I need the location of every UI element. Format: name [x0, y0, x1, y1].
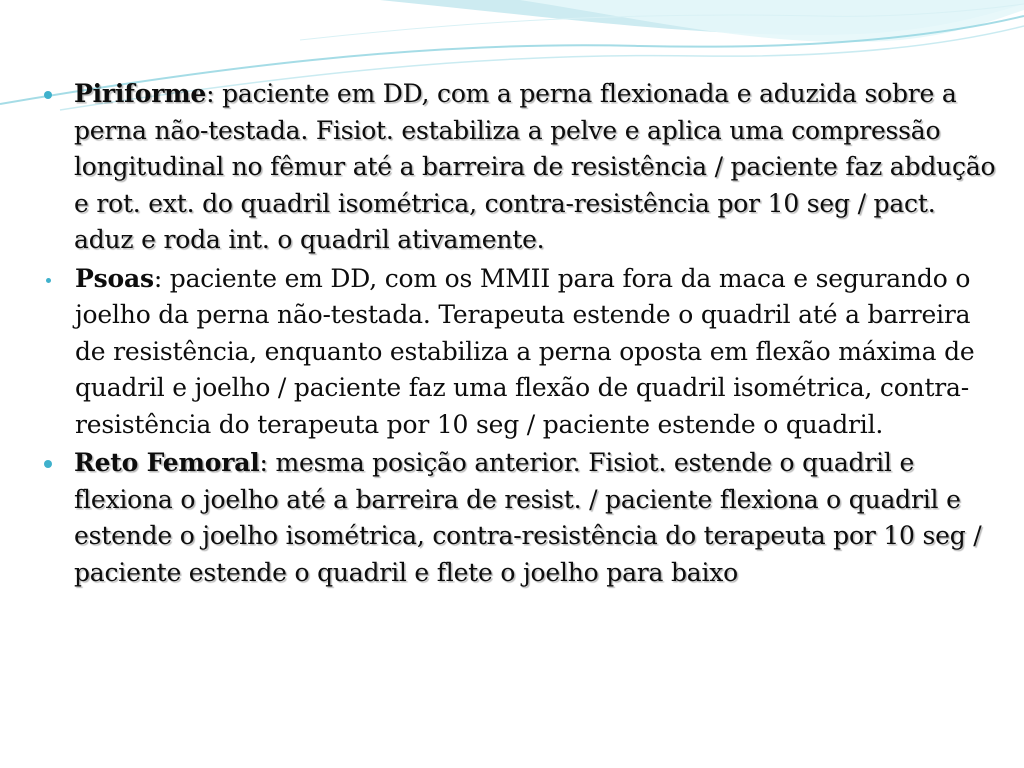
- bullet-dot-icon: [44, 460, 52, 468]
- bullet-description: : paciente em DD, com os MMII para fora da maca e segurando o joelho da perna não-testada. Terapeuta estende o quadril até a barreira de resistência, enquanto estabiliza a perna oposta em flexão máxima de quadril e joelho / paciente faz uma flexão de quadril isométrica, contra-resistência do terapeuta por 10 seg / paciente estende o quadril.: [75, 263, 975, 439]
- bullet-term: Piriforme: [74, 79, 207, 108]
- bullet-dot-icon: [44, 91, 52, 99]
- bullet-reto-femoral: [40, 445, 1000, 591]
- bullet-term: Reto Femoral: [74, 448, 260, 477]
- bullet-dot-icon: [46, 278, 51, 283]
- bullet-description: : paciente em DD, com a perna flexionada e aduzida sobre a perna não-testada. Fisiot. estabiliza a pelve e aplica uma compressão longitudinal no fêmur até a barreira de resistência / paciente faz abdução e rot. ext. do quadril isométrica, contra-resistência por 10 seg / pact. aduz e roda int. o quadril ativamente.: [74, 79, 996, 254]
- slide-body: [40, 76, 1000, 593]
- bullet-text: [74, 445, 1000, 591]
- bullet-term: Psoas: [75, 263, 154, 293]
- bullet-description: : mesma posição anterior. Fisiot. estende o quadril e flexiona o joelho até a barreira de resist. / paciente flexiona o quadril e estende o joelho isométrica, contra-resistência do terapeuta por 10 seg / paciente estende o quadril e flete o joelho para baixo: [74, 448, 982, 587]
- bullet-text: [74, 76, 1000, 259]
- bullet-psoas: [40, 261, 1000, 444]
- bullet-text: [75, 261, 1000, 444]
- bullet-piriforme: [40, 76, 1000, 259]
